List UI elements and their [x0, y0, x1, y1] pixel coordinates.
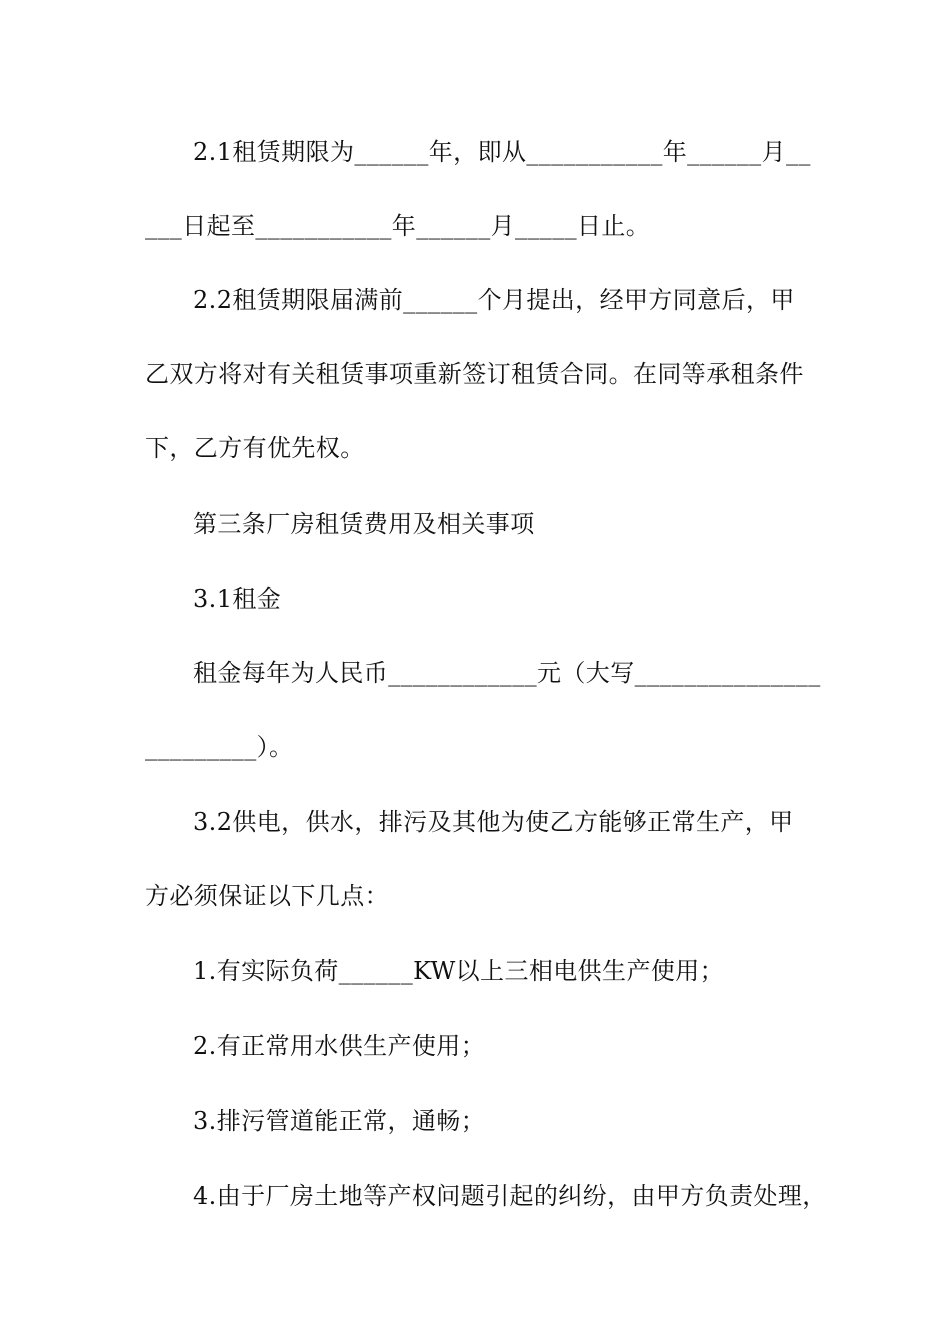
- item-1-power: 1.有实际负荷______KW以上三相电供生产使用；: [193, 957, 725, 985]
- item-2-water: 2.有正常用水供生产使用；: [193, 1032, 486, 1060]
- clause-2-1-line-1: 2.1租赁期限为______年，即从___________年______月__: [193, 138, 811, 166]
- clause-3-2-line-1: 3.2供电，供水，排污及其他为使乙方能够正常生产，甲: [193, 808, 794, 836]
- clause-3-2-line-2: 方必须保证以下几点：: [145, 882, 389, 910]
- rent-amount-line-1: 租金每年为人民币____________元（大写_______________: [193, 659, 821, 687]
- item-4-property-dispute: 4.由于厂房土地等产权问题引起的纠纷，由甲方负责处理，: [193, 1182, 827, 1210]
- clause-2-1-line-2: ___日起至___________年______月_____日止。: [145, 212, 651, 240]
- clause-2-2-line-1: 2.2租赁期限届满前______个月提出，经甲方同意后，甲: [193, 286, 795, 314]
- rent-amount-line-2: _________）。: [145, 733, 294, 761]
- clause-3-1-heading: 3.1租金: [193, 585, 282, 613]
- item-3-drainage: 3.排污管道能正常，通畅；: [193, 1107, 486, 1135]
- clause-2-2-line-2: 乙双方将对有关租赁事项重新签订租赁合同。在同等承租条件: [145, 360, 804, 388]
- clause-2-2-line-3: 下，乙方有优先权。: [145, 434, 365, 462]
- article-3-heading: 第三条厂房租赁费用及相关事项: [193, 510, 535, 538]
